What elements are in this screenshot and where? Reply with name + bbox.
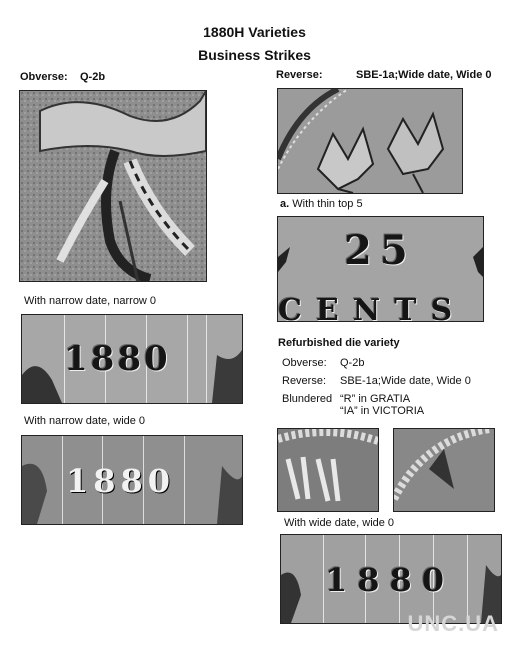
- watermark-logo: UNC.UA: [407, 611, 499, 636]
- date-text-narrow-narrow: 1880: [64, 339, 171, 379]
- caption-narrow-date-wide-zero: With narrow date, wide 0: [24, 415, 146, 427]
- caption-narrow-date-narrow-zero: With narrow date, narrow 0: [24, 295, 157, 307]
- obverse-label: Obverse:: [20, 71, 68, 83]
- refurb-obverse-value: Q-2b: [340, 357, 365, 369]
- blundered-label: Blundered: [282, 393, 333, 405]
- refurbished-heading: Refurbished die variety: [278, 337, 400, 349]
- reverse-value: SBE-1a;Wide date, Wide 0: [356, 69, 492, 81]
- denomination-image: [277, 216, 484, 322]
- reverse-label: Reverse:: [276, 69, 323, 81]
- thin-top-item: [280, 198, 363, 210]
- refurb-reverse-label: Reverse:: [282, 375, 327, 387]
- blundered-line-2: “IA” in VICTORIA: [340, 405, 425, 417]
- blundered-victoria-image: [393, 428, 495, 512]
- blundered-gratia-image: [277, 428, 379, 512]
- refurb-reverse-value: SBE-1a;Wide date, Wide 0: [340, 375, 471, 387]
- reverse-maple-leaves-image: [277, 88, 463, 194]
- date-text-narrow-wide: 1880: [66, 462, 176, 500]
- date-image-narrow-narrow: [21, 314, 243, 404]
- denomination-value: 25: [344, 227, 416, 274]
- refurb-obverse-label: Obverse:: [282, 357, 327, 369]
- obverse-closeup-image: [19, 90, 207, 282]
- denomination-word: CENTS: [278, 293, 467, 322]
- date-image-narrow-wide: [21, 435, 243, 525]
- page-title: 1880H Varieties: [203, 24, 306, 40]
- caption-wide-date-wide-zero: With wide date, wide 0: [284, 517, 395, 529]
- blundered-line-1: “R” in GRATIA: [340, 393, 411, 405]
- date-text-wide-wide: 1880: [325, 561, 455, 599]
- page-subtitle: Business Strikes: [198, 47, 311, 63]
- thin-top-letter: a.: [280, 198, 290, 210]
- thin-top-text: With thin top 5: [292, 198, 363, 210]
- obverse-value: Q-2b: [80, 71, 106, 83]
